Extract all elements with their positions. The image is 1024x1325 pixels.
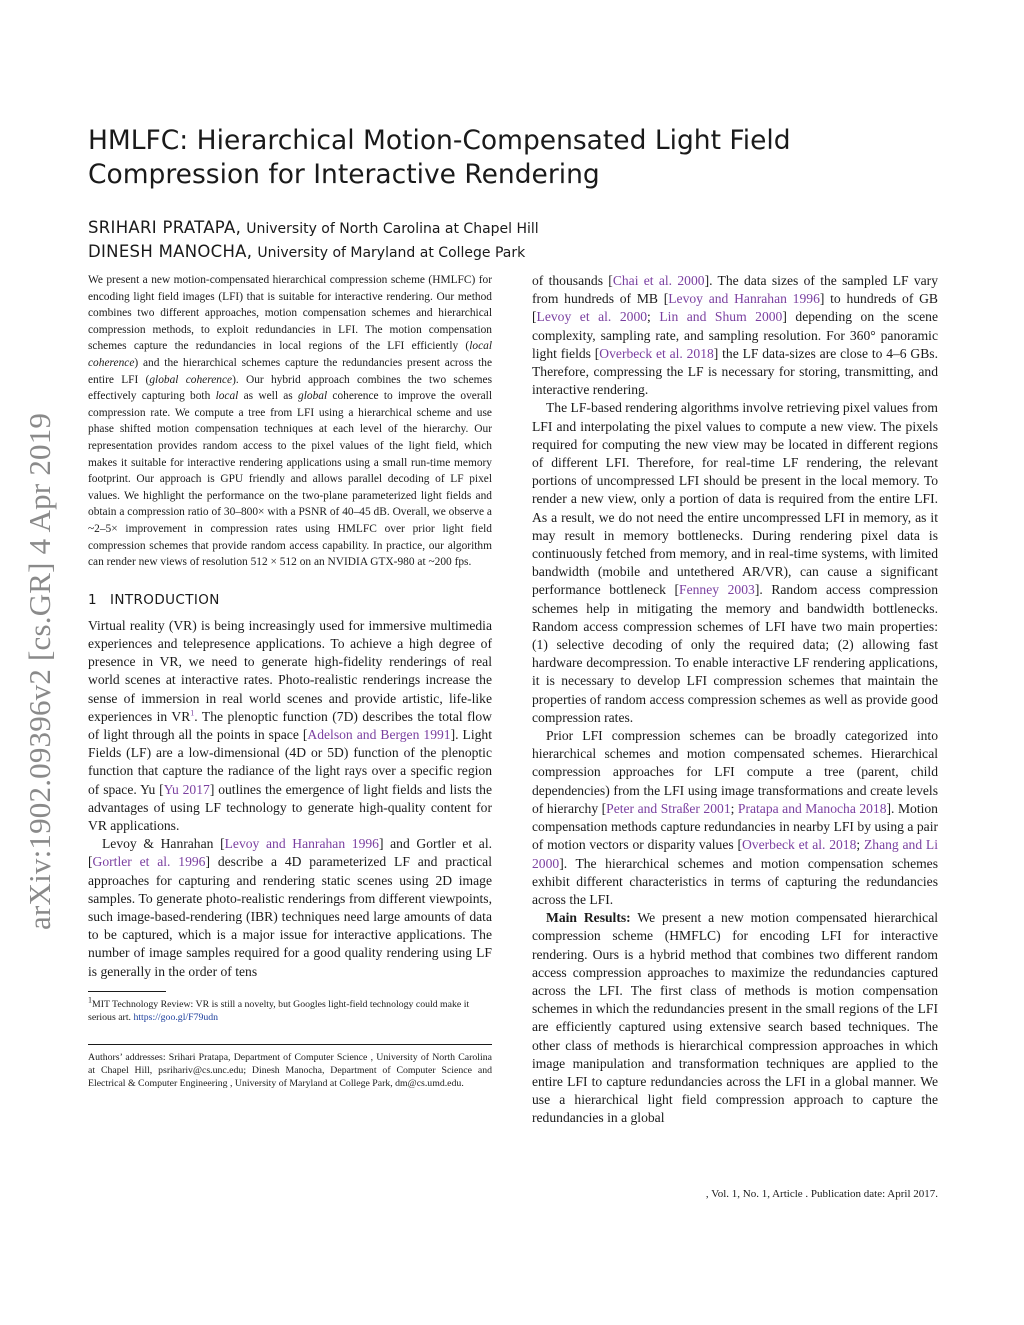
author-entry xyxy=(88,240,948,264)
body-paragraph: Main Results: We present a new motion compensated hierarchical compression scheme (HMFLC) for encoding LFI for interactive rendering. Ours is a hybrid method that combines two different random access compression approaches to maximize the redundancies captured across the LFI. The first class of methods is motion compensation schemes in which the redundancies present in the small regions of the LFI are efficiently captured using extensive search based techniques. The other class of methods is hierarchical compression approaches in which image manipulation and transformation techniques are applied to the entire LFI to capture redundancies across the LFI in a global manner. We use a hierarchical light field compression approach to capture the redundancies in a global xyxy=(532,910,938,1126)
citation-link[interactable]: Yu 2017 xyxy=(163,781,210,797)
citation-link[interactable]: Levoy and Hanrahan 1996 xyxy=(668,291,820,307)
author-affiliation: University of North Carolina at Chapel Hill xyxy=(246,221,539,237)
citation-link[interactable]: Chai et al. 2000 xyxy=(612,273,705,288)
citation-link[interactable]: Levoy et al. 2000 xyxy=(536,309,648,325)
arxiv-stamp: arXiv:1902.09396v2 [cs.GR] 4 Apr 2019 xyxy=(22,412,57,930)
citation-link[interactable]: Overbeck et al. 2018 xyxy=(599,345,714,361)
footnote: $^1$MIT Technology Review: VR is still a novelty, but Googles light-field technology could make it serious art. https://goo.gl/F79udn xyxy=(88,995,470,1023)
page-footer: , Vol. 1, No. 1, Article . Publication date: April 2017. xyxy=(705,1188,938,1200)
author-name: SRIHARI PRATAPA, xyxy=(88,218,242,237)
citation-link[interactable]: Peter and Straßer 2001 xyxy=(606,800,731,816)
footnote-divider xyxy=(88,991,166,992)
body-paragraph: The LF-based rendering algorithms involve retrieving pixel values from LFI and interpolating the pixel values to compute a new view. The pixels required for computing the new view may be located in different regions of different LFI. Therefore, for real-time LF rendering, the relevant portions of uncompressed LFI should be present in the local memory. To render a new view, only a portion of data is required from the entire LFI. As a result, we do not need the entire uncompressed LFI in memory, as it may result in memory bottlenecks. During rendering pixel data is continuously fetched from memory, and in real-time systems, with limited bandwidth (mobile and untethered AR/VR), can cause a significant performance bottleneck [Fenney 2003]. Random access compression schemes help in mitigating the memory and bandwidth bottlenecks. Random access compression schemes of LFI have two main properties: (1) selective decoding of only the required data; (2) allowing fast hardware decompression. To enable interactive LF rendering applications, it is necessary to develop LFI compression schemes that maintain the properties of random access compression schemes as well as provide good compression rates. xyxy=(532,400,938,725)
section-heading: 1 INTRODUCTION xyxy=(88,591,220,608)
citation-link[interactable]: Pratapa and Manocha 2018 xyxy=(737,800,887,816)
citation-link[interactable]: Fenney 2003 xyxy=(679,582,755,598)
author-addresses: Authors’ addresses: Srihari Pratapa, Department of Computer Science , University of North Carolina at Chapel Hill, psrihariv@cs.unc.edu; Dinesh Manocha, Department of Computer Science and Electrical & Computer Engineering , University of Maryland at College Park, dm@cs.umd.edu. xyxy=(88,1051,492,1089)
left-column xyxy=(88,272,492,1090)
citation-link[interactable]: Overbeck et al. 2018 xyxy=(741,837,857,853)
body-paragraph: of thousands [Chai et al. 2000]. The data sizes of the sampled LF vary from hundreds of MB [Levoy and Hanrahan 1996] to hundreds of GB [Levoy et al. 2000; Lin and Shum 2000] depending on the scene complexity, sampling rate, and sampling resolution. For 360° panoramic light fields [Overbeck et al. 2018] the LF data-sizes are close to 4–6 GBs. Therefore, compressing the LF is necessary for storing, transmitting, and interactive rendering. xyxy=(532,273,938,398)
body-paragraph: Prior LFI compression schemes can be broadly categorized into hierarchical schemes and motion compensated schemes. Hierarchical compression approaches for LFI compute a tree (parent, child dependencies) from the LFI using image transformations and create levels of hierarchy [Peter and Straßer 2001; Pratapa and Manocha 2018]. Motion compensation methods capture redundancies in nearby LFI by using a pair of motion vectors or disparity values [Overbeck et al. 2018; Zhang and Li 2000]. The hierarchical schemes and motion compensation schemes exhibit different characteristics in terms of capturing the redundancies across the LFI. xyxy=(532,728,938,907)
body-paragraph: Levoy & Hanrahan [Levoy and Hanrahan 1996] and Gortler et al. [Gortler et al. 1996] describe a 4D parameterized LF and practical approaches for capturing and rendering static scenes using 2D image samples. To generate photo-realistic renderings from different viewpoints, such image-based-rendering (IBR) techniques need large amounts of data to be captured, which is a major issue for interactive applications. The number of image samples required for a good quality rendering using LF is generally in the order of tens xyxy=(88,836,493,979)
addresses-divider xyxy=(88,1044,492,1045)
citation-link[interactable]: Gortler et al. 1996 xyxy=(92,854,206,870)
citation-link[interactable]: Adelson and Bergen 1991 xyxy=(307,726,451,742)
citation-link[interactable]: Levoy and Hanrahan 1996 xyxy=(224,836,379,852)
paper-title: HMLFC: Hierarchical Motion-Compensated Light Field Compression for Interactive Rendering xyxy=(88,125,791,190)
citation-link[interactable]: Zhang and Li 2000 xyxy=(532,837,938,871)
author-name: DINESH MANOCHA, xyxy=(88,242,253,261)
author-affiliation: University of Maryland at College Park xyxy=(257,245,526,261)
footnote-link[interactable]: https://goo.gl/F79udn xyxy=(133,1011,219,1023)
citation-link[interactable]: Lin and Shum 2000 xyxy=(659,309,783,325)
paragraph-lead: Main Results: xyxy=(546,910,631,926)
author-entry xyxy=(88,216,948,240)
abstract: We present a new motion-compensated hierarchical compression scheme (HMLFC) for encoding light field images (LFI) that is suitable for interactive rendering. Our method combines two different approaches, motion compensation schemes and hierarchical compression methods, to exploit redundancies in LFI. The motion compensation schemes capture the redundancies in local regions of the LFI efficiently (local coherence) and the hierarchical schemes capture the redundancies present across the entire LFI (global coherence). Our hybrid approach combines the two schemes effectively capturing both local as well as global coherence to improve the overall compression rate. We compute a tree from LFI using a hierarchical scheme and use phase shifted motion compensation techniques at each level of the hierarchy. Our representation provides random access to the pixel values of the light field, which makes it suitable for interactive rendering applications using a small run-time memory footprint. Our approach is GPU friendly and allows parallel decoding of LF pixel values. We highlight the performance on the two-plane parameterized light fields and obtain a compression ratio of 30–800× with a PSNR of 40–45 dB. Overall, we observe a ~2–5× improvement in compression rates using HMLFC over prior light field compression schemes that provide random access capability. In practice, our algorithm can render new views of resolution 512 × 512 on an NVIDIA GTX-980 at ~200 fps. xyxy=(88,274,492,569)
footnote-marker[interactable]: 1 xyxy=(190,708,195,718)
author-list xyxy=(88,216,948,264)
right-column xyxy=(532,272,938,1128)
body-paragraph: Virtual reality (VR) is being increasingly used for immersive multimedia experiences and telepresence applications. To achieve a high degree of presence in VR, we need to generate high-fidelity renderings of real world scenes at interactive rates. Photo-realistic renderings increase the sense of immersion in real world scenes and provide artistic, life-like experiences in VR$^1$. The plenoptic function (7D) describes the total flow of light through all the points in space [Adelson and Bergen 1991]. Light Fields (LF) are a low-dimensional (4D or 5D) function of the plenoptic function that capture the radiance of the light rays over a specific region of space. Yu [Yu 2017] outlines the emergence of light fields and lists the advantages of using LF technology to generate high-quality content for VR applications. xyxy=(88,617,492,833)
